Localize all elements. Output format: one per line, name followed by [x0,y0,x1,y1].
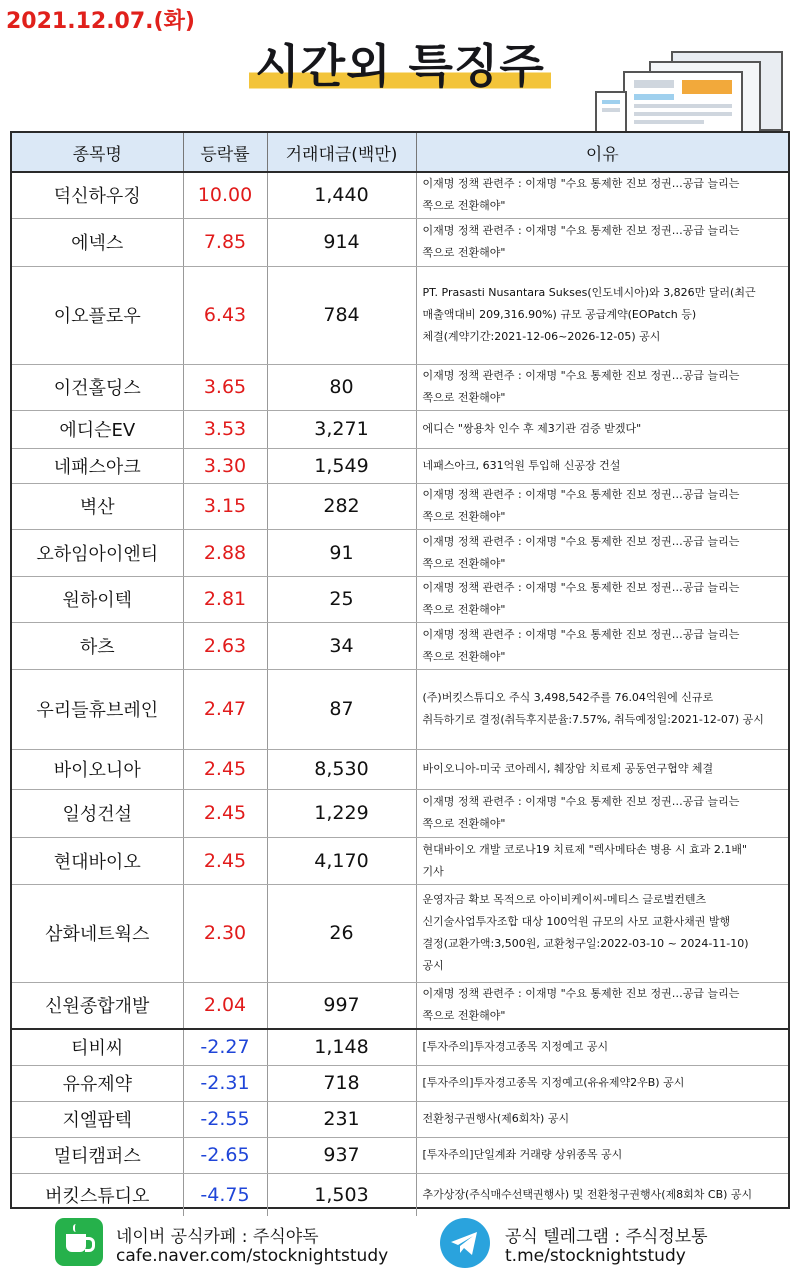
reason-line: 쪽으로 전환해야" [422,817,506,830]
change-rate: 2.04 [183,982,267,1029]
stock-name: 에디슨EV [12,410,183,448]
stock-name: 원하이텍 [12,576,183,622]
reason-line: 쪽으로 전환해야" [422,603,506,616]
reason-cell [416,1101,788,1137]
reason-line: 쪽으로 전환해야" [422,510,506,523]
stock-name: 우리들휴브레인 [12,669,183,749]
reason-cell [416,364,788,410]
stock-name: 티비씨 [12,1029,183,1065]
table-row [12,364,788,410]
trade-amount: 784 [267,266,416,364]
reason-line: 이재명 정책 관련주 : 이재명 "수요 통제한 진보 정권…공급 늘리는 [422,369,740,382]
trade-amount: 34 [267,622,416,669]
reason-cell [416,622,788,669]
reason-line: 이재명 정책 관련주 : 이재명 "수요 통제한 진보 정권…공급 늘리는 [422,627,740,641]
stock-name: 일성건설 [12,789,183,837]
reason-line: 쪽으로 전환해야" [422,199,506,213]
reason-cell [416,837,788,884]
change-rate: 2.30 [183,884,267,982]
newspaper-icon [594,40,794,132]
reason-line: 네패스아크, 631억원 투입해 신공장 건설 [422,458,621,472]
change-rate: 3.65 [183,364,267,410]
change-rate: -2.31 [183,1065,267,1101]
reason-cell [416,218,788,266]
reason-line: 현대바이오 개발 코로나19 치료제 "렉사메타손 병용 시 효과 2.1배" [422,842,748,856]
trade-amount: 4,170 [267,837,416,884]
reason-cell [416,266,788,364]
reason-line: 기사 [422,864,444,878]
reason-line: (주)버킷스튜디오 주식 3,498,542주를 76.04억원에 신규로 [422,691,714,704]
stock-name: 오하임아이엔티 [12,529,183,576]
trade-amount: 8,530 [267,749,416,789]
stock-name: 삼화네트웍스 [12,884,183,982]
telegram-label: 공식 텔레그램 : 주식정보통 [505,1227,708,1247]
telegram-link[interactable]: t.me/stocknightstudy [505,1246,686,1266]
reason-line: 체결(계약기간:2021-12-06~2026-12-05) 공시 [422,330,661,343]
reason-line: 취득하기로 결정(취득후지분율:7.57%, 취득예정일:2021-12-07) 공시 [422,713,764,726]
reason-line: 쪽으로 전환해야" [422,391,506,404]
reason-cell [416,410,788,448]
stock-table [10,131,790,1209]
reason-line: 결정(교환가액:3,500원, 교환청구일:2022-03-10 ~ 2024-11-10) [422,937,749,950]
cafe-label: 네이버 공식카페 : 주식야독 [116,1227,319,1247]
change-rate: 2.63 [183,622,267,669]
reason-line: [투자주의]투자경고종목 지정예고 공시 [422,1040,609,1054]
change-rate: 3.15 [183,483,267,529]
table-row [12,483,788,529]
change-rate: 2.88 [183,529,267,576]
reason-cell [416,1065,788,1101]
table-row [12,1029,788,1065]
stock-name: 현대바이오 [12,837,183,884]
naver-cafe-icon[interactable] [55,1218,103,1266]
reason-line: [투자주의]단일계좌 거래량 상위종목 공시 [422,1148,623,1161]
change-rate: -2.55 [183,1101,267,1137]
trade-amount: 91 [267,529,416,576]
report-date: 2021.12.07.(화) [6,9,195,34]
reason-cell [416,483,788,529]
change-rate: -4.75 [183,1173,267,1216]
trade-amount: 1,229 [267,789,416,837]
trade-amount: 282 [267,483,416,529]
table-row [12,529,788,576]
trade-amount: 3,271 [267,410,416,448]
reason-line: 이재명 정책 관련주 : 이재명 "수요 통제한 진보 정권…공급 늘리는 [422,581,740,594]
reason-line: 쪽으로 전환해야" [422,556,506,570]
table-row [12,576,788,622]
change-rate: 7.85 [183,218,267,266]
table-row [12,982,788,1029]
telegram-icon[interactable] [440,1218,490,1268]
table-row [12,1101,788,1137]
stock-name: 에넥스 [12,218,183,266]
reason-line: 이재명 정책 관련주 : 이재명 "수요 통제한 진보 정권…공급 늘리는 [422,488,740,501]
table-row [12,837,788,884]
reason-line: 이재명 정책 관련주 : 이재명 "수요 통제한 진보 정권…공급 늘리는 [422,795,740,808]
reason-line: 매출액대비 209,316.90%) 규모 공급계약(EOPatch 등) [422,308,697,321]
reason-line: 신기술사업투자조합 대상 100억원 규모의 사모 교환사채권 발행 [422,915,731,928]
stock-name: 지엘팜텍 [12,1101,183,1137]
reason-cell [416,576,788,622]
stock-name: 네패스아크 [12,448,183,483]
table-row [12,669,788,749]
table-row [12,1065,788,1101]
reason-cell [416,448,788,483]
reason-cell [416,982,788,1029]
change-rate: 2.45 [183,837,267,884]
trade-amount: 997 [267,982,416,1029]
trade-amount: 26 [267,884,416,982]
trade-amount: 80 [267,364,416,410]
col-header-reason: 이유 [416,133,788,172]
change-rate: -2.65 [183,1137,267,1173]
stock-name: 바이오니아 [12,749,183,789]
change-rate: 2.45 [183,789,267,837]
change-rate: 2.47 [183,669,267,749]
footer [0,1210,800,1279]
stock-name: 멀티캠퍼스 [12,1137,183,1173]
change-rate: 6.43 [183,266,267,364]
reason-cell [416,749,788,789]
table-row [12,172,788,218]
table-row [12,218,788,266]
trade-amount: 937 [267,1137,416,1173]
trade-amount: 1,440 [267,172,416,218]
col-header-rate: 등락률 [183,133,267,172]
reason-line: 운영자금 확보 목적으로 아이비케이씨-메티스 글로벌컨텐츠 [422,893,707,906]
reason-line: PT. Prasasti Nusantara Sukses(인도네시아)와 3,826만 달러(최근 [422,286,756,299]
reason-line: 에디슨 "쌍용차 인수 후 제3기관 검증 받겠다" [422,422,642,435]
reason-line: [투자주의]투자경고종목 지정예고(유유제약2우B) 공시 [422,1076,685,1089]
reason-cell [416,789,788,837]
reason-line: 추가상장(주식매수선택권행사) 및 전환청구권행사(제8회차 CB) 공시 [422,1187,753,1201]
trade-amount: 914 [267,218,416,266]
stock-name: 이오플로우 [12,266,183,364]
trade-amount: 1,503 [267,1173,416,1216]
page-title-text: 시간외 특징주 [249,39,551,93]
reason-cell [416,529,788,576]
trade-amount: 1,549 [267,448,416,483]
trade-amount: 718 [267,1065,416,1101]
change-rate: -2.27 [183,1029,267,1065]
reason-line: 이재명 정책 관련주 : 이재명 "수요 통제한 진보 정권…공급 늘리는 [422,224,740,237]
table-row [12,622,788,669]
stock-name: 버킷스튜디오 [12,1173,183,1216]
reason-cell [416,1137,788,1173]
reason-line: 이재명 정책 관련주 : 이재명 "수요 통제한 진보 정권…공급 늘리는 [422,534,740,548]
reason-line: 쪽으로 전환해야" [422,649,506,663]
change-rate: 2.45 [183,749,267,789]
trade-amount: 87 [267,669,416,749]
reason-line: 전환청구권행사(제6회차) 공시 [422,1112,570,1125]
table-row [12,410,788,448]
stock-table-grid [12,133,788,1216]
table-header-row [12,133,788,172]
col-header-amount: 거래대금(백만) [267,133,416,172]
reason-line: 공시 [422,959,444,972]
stock-name: 벽산 [12,483,183,529]
reason-cell [416,884,788,982]
change-rate: 3.53 [183,410,267,448]
reason-cell [416,669,788,749]
change-rate: 10.00 [183,172,267,218]
trade-amount: 25 [267,576,416,622]
trade-amount: 231 [267,1101,416,1137]
trade-amount: 1,148 [267,1029,416,1065]
table-row [12,749,788,789]
table-row [12,1137,788,1173]
reason-line: 바이오니아-미국 코아레시, 췌장암 치료제 공동연구협약 체결 [422,762,714,775]
stock-name: 유유제약 [12,1065,183,1101]
stock-name: 하츠 [12,622,183,669]
table-row [12,789,788,837]
reason-cell [416,1029,788,1065]
reason-line: 이재명 정책 관련주 : 이재명 "수요 통제한 진보 정권…공급 늘리는 [422,177,740,191]
reason-cell [416,172,788,218]
change-rate: 3.30 [183,448,267,483]
table-row [12,266,788,364]
reason-line: 쪽으로 전환해야" [422,1009,506,1023]
table-row [12,884,788,982]
stock-name: 이건홀딩스 [12,364,183,410]
col-header-name: 종목명 [12,133,183,172]
table-row [12,448,788,483]
cafe-link[interactable]: cafe.naver.com/stocknightstudy [116,1246,389,1266]
change-rate: 2.81 [183,576,267,622]
stock-name: 신원종합개발 [12,982,183,1029]
stock-name: 덕신하우징 [12,172,183,218]
reason-line: 쪽으로 전환해야" [422,246,506,259]
reason-line: 이재명 정책 관련주 : 이재명 "수요 통제한 진보 정권…공급 늘리는 [422,987,740,1001]
